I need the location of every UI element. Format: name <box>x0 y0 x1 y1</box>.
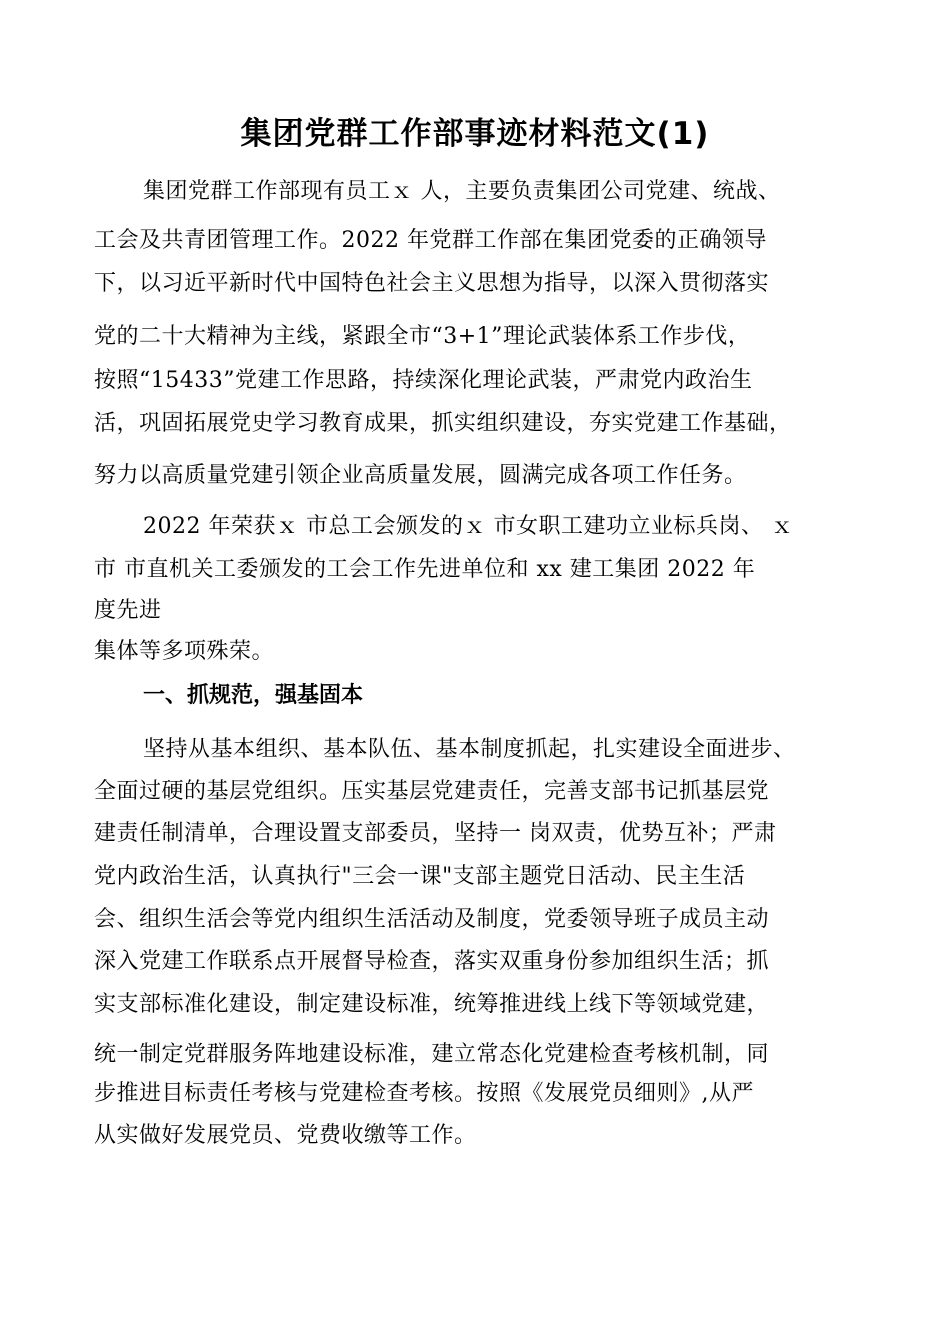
section-line: 从实做好发展党员、党费收缴等工作。 <box>94 1123 477 1148</box>
honor-line: 2022 年荣获ｘ 市总工会颁发的ｘ 市女职工建功立业标兵岗、 ｘ <box>143 514 794 539</box>
honor-line: 集体等多项殊荣。 <box>94 639 275 664</box>
section-line: 党内政治生活，认真执行"三会一课"支部主题党日活动、民主生活 <box>94 864 746 889</box>
section-line: 会、组织生活会等党内组织生活活动及制度，党委领导班子成员主动 <box>94 907 770 932</box>
section-line: 坚持从基本组织、基本队伍、基本制度抓起，扎实建设全面进步、 <box>143 737 796 762</box>
section-line: 统一制定党群服务阵地建设标准，建立常态化党建检查考核机制，同 <box>94 1042 770 1067</box>
intro-line: 党的二十大精神为主线，紧跟全市“3+1”理论武装体系工作步伐， <box>94 324 751 349</box>
intro-line: 按照“15433”党建工作思路，持续深化理论武装，严肃党内政治生 <box>94 368 753 393</box>
section-line: 实支部标准化建设，制定建设标准，统筹推进线上线下等领域党建， <box>94 992 770 1017</box>
honor-line: 市 市直机关工委颁发的工会工作先进单位和 xx 建工集团 2022 年 <box>94 557 756 582</box>
section-line: 全面过硬的基层党组织。压实基层党建责任，完善支部书记抓基层党 <box>94 779 770 804</box>
intro-line: 下，以习近平新时代中国特色社会主义思想为指导，以深入贯彻落实 <box>94 271 770 296</box>
intro-line: 努力以高质量党建引领企业高质量发展，圆满完成各项工作任务。 <box>94 463 747 488</box>
intro-line: 工会及共青团管理工作。2022 年党群工作部在集团党委的正确领导 <box>94 228 767 253</box>
intro-line: 集团党群工作部现有员工ｘ 人，主要负责集团公司党建、统战、 <box>143 179 781 204</box>
honor-line: 度先进 <box>94 598 162 623</box>
section-line: 建责任制清单，合理设置支部委员，坚持一 岗双责，优势互补；严肃 <box>94 821 777 846</box>
intro-line: 活，巩固拓展党史学习教育成果，抓实组织建设，夯实党建工作基础， <box>94 411 792 436</box>
section-line: 深入党建工作联系点开展督导检查，落实双重身份参加组织生活；抓 <box>94 949 770 974</box>
document-title: 集团党群工作部事迹材料范文(1) <box>240 116 710 152</box>
section-line: 步推进目标责任考核与党建检查考核。按照《发展党员细则》,从严 <box>94 1081 754 1106</box>
section-heading: 一、抓规范，强基固本 <box>143 683 364 708</box>
